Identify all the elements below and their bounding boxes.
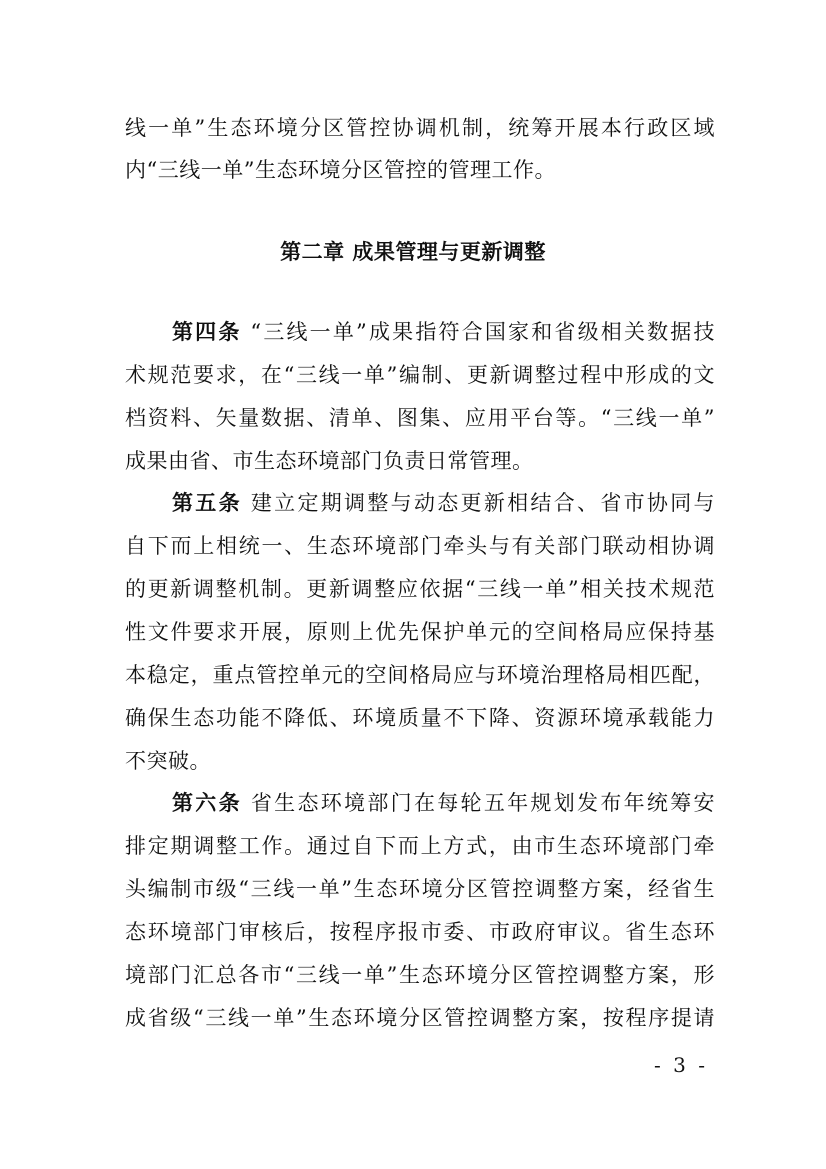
article6-line-5: 境部门汇总各市“三线一单”生态环境分区管控调整方案，形	[125, 963, 715, 987]
article4-line-1	[172, 317, 715, 347]
article5-line-2: 自下而上相统一、生态环境部门牵头与有关部门联动相协调	[125, 534, 715, 558]
article5-line-6: 确保生态功能不降低、环境质量不下降、资源环境承载能力	[125, 706, 715, 730]
chapter-title: 第二章 成果管理与更新调整	[280, 240, 546, 264]
article6-line-3: 头编制市级“三线一单”生态环境分区管控调整方案，经省生	[125, 877, 715, 901]
article6-text-1: 省生态环境部门在每轮五年规划发布年统筹安	[250, 791, 716, 815]
intro-line-2: 内“三线一单”生态环境分区管控的管理工作。	[125, 158, 556, 182]
article6-label: 第六条	[172, 791, 242, 815]
article4-text-1: “三线一单”成果指符合国家和省级相关数据技	[250, 320, 715, 344]
article4-line-3: 档资料、矢量数据、清单、图集、应用平台等。“三线一单”	[125, 406, 715, 430]
article6-line-6: 成省级“三线一单”生态环境分区管控调整方案，按程序提请	[125, 1006, 715, 1030]
article5-text-1: 建立定期调整与动态更新相结合、省市协同与	[250, 491, 716, 515]
article6-line-1	[172, 788, 715, 818]
article5-line-7: 不突破。	[125, 749, 211, 773]
article4-line-2: 术规范要求，在“三线一单”编制、更新调整过程中形成的文	[125, 363, 715, 387]
article4-line-4: 成果由省、市生态环境部门负责日常管理。	[125, 449, 534, 473]
article5-line-4: 性文件要求开展，原则上优先保护单元的空间格局应保持基	[125, 620, 715, 644]
article5-line-3: 的更新调整机制。更新调整应依据“三线一单”相关技术规范	[125, 577, 715, 601]
article5-line-1	[172, 488, 715, 518]
page-number: - 3 -	[654, 1053, 708, 1077]
article5-line-5: 本稳定，重点管控单元的空间格局应与环境治理格局相匹配，	[125, 663, 715, 687]
article6-line-4: 态环境部门审核后，按程序报市委、市政府审议。省生态环	[125, 920, 715, 944]
article6-line-2: 排定期调整工作。通过自下而上方式，由市生态环境部门牵	[125, 834, 715, 858]
intro-line-1: 线一单”生态环境分区管控协调机制，统筹开展本行政区域	[125, 116, 715, 140]
article5-label: 第五条	[172, 491, 242, 515]
article4-label: 第四条	[172, 320, 242, 344]
